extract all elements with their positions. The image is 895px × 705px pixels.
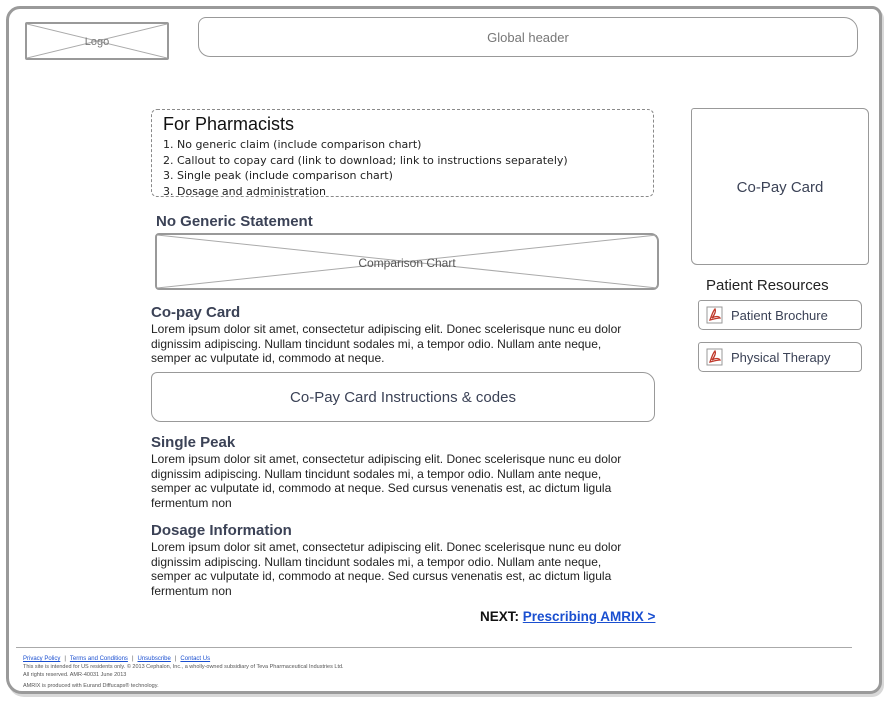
single-peak-body: Lorem ipsum dolor sit amet, consectetur adipiscing elit. Donec scelerisque nunc eu dolor dignissim adipiscing. Nullam tincidunt sodales mi, a tempor odio. Nullam ante neque, semper ac vulputate id, commodo at neque. Sed cursus venenatis est, ac dictum ligula fermentum non: [151, 452, 622, 510]
footer-link-unsubscribe[interactable]: Unsubscribe: [137, 656, 171, 662]
footer-links: Privacy Policy | Terms and Conditions | Unsubscribe | Contact Us: [23, 656, 211, 662]
dosage-title: Dosage Information: [151, 522, 292, 539]
comparison-chart-label: Comparison Chart: [358, 256, 456, 270]
copay-instructions-button[interactable]: Co-Pay Card Instructions & codes: [151, 372, 655, 422]
physical-therapy-button[interactable]: [698, 342, 862, 372]
copay-title: Co-pay Card: [151, 304, 241, 321]
footer-link-privacy[interactable]: Privacy Policy: [23, 656, 61, 662]
pharmacists-item: 3. Dosage and administration: [163, 184, 327, 198]
logo-label: Logo: [84, 36, 110, 48]
pdf-icon: [706, 348, 724, 369]
copay-body: Lorem ipsum dolor sit amet, consectetur adipiscing elit. Donec scelerisque nunc eu dolor dignissim adipiscing. Nullam tincidunt sodales mi, a tempor odio. Nullam ante neque, semper ac vulputate id, commodo at neque.: [151, 322, 622, 366]
pharmacists-item: 3. Single peak (include comparison chart): [163, 169, 393, 182]
next-link[interactable]: Prescribing AMRIX >: [522, 609, 656, 624]
pdf-icon: [706, 306, 724, 327]
pharmacists-item: 1. No generic claim (include comparison chart): [163, 138, 422, 151]
next-prefix: NEXT:: [480, 609, 520, 624]
footer-disclaimer: This site is intended for US residents only. © 2013 Cephalon, Inc., a wholly-owned subsidiary of Teva Pharmaceutical Industries Ltd.: [23, 664, 344, 670]
pharmacists-note: [151, 109, 654, 197]
dosage-body: Lorem ipsum dolor sit amet, consectetur adipiscing elit. Donec scelerisque nunc eu dolor dignissim adipiscing. Nullam tincidunt sodales mi, a tempor odio. Nullam ante neque, semper ac vulputate id, commodo at neque. Sed cursus venenatis est, ac dictum ligula fermentum non: [151, 540, 622, 598]
next-nav: [480, 609, 655, 624]
patient-brochure-button[interactable]: [698, 300, 862, 330]
logo[interactable]: [25, 22, 169, 60]
footer-divider: [16, 647, 852, 648]
no-generic-title: No Generic Statement: [156, 213, 313, 230]
patient-resources-title: Patient Resources: [706, 277, 829, 294]
pharmacists-title: For Pharmacists: [163, 114, 295, 134]
physical-therapy-label: Physical Therapy: [731, 350, 831, 365]
patient-brochure-label: Patient Brochure: [731, 308, 828, 323]
single-peak-title: Single Peak: [151, 434, 236, 451]
footer-link-terms[interactable]: Terms and Conditions: [69, 656, 128, 662]
global-header: Global header: [198, 17, 858, 57]
footer-technology: AMRIX is produced with Eurand Diffucaps® technology.: [23, 683, 159, 689]
comparison-chart-placeholder: [155, 233, 659, 290]
footer-rights: All rights reserved. AMR-40031 June 2013: [23, 672, 127, 678]
footer-link-contact[interactable]: Contact Us: [180, 656, 211, 662]
pharmacists-item: 2. Callout to copay card (link to download; link to instructions separately): [163, 153, 568, 167]
copay-card-callout[interactable]: Co-Pay Card: [691, 108, 869, 265]
